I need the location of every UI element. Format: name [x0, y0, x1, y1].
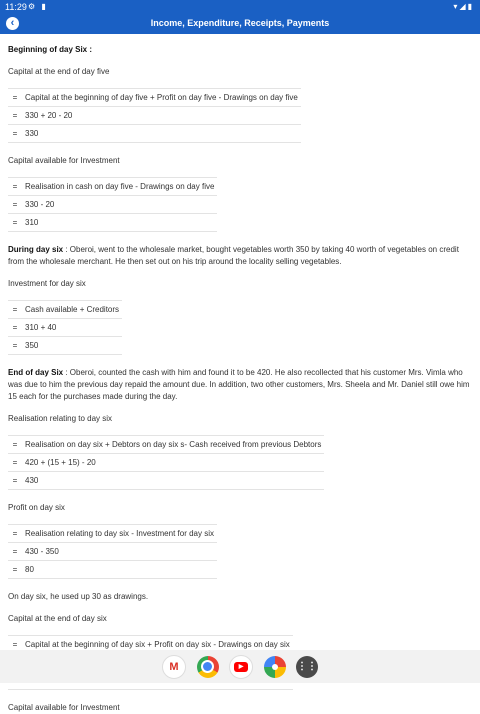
- label-capital-end-day-six: Capital at the end of day six: [8, 614, 107, 623]
- calc-expression: 430: [22, 472, 324, 490]
- label-capital-available: Capital available for Investment: [8, 156, 120, 165]
- table-row: [8, 125, 301, 143]
- label-profit-day-six: Profit on day six: [8, 503, 65, 512]
- status-time: 11:29: [5, 2, 27, 12]
- table-row: [8, 196, 217, 214]
- table-row: [8, 454, 324, 472]
- heading-beginning-day-six: Beginning of day Six :: [8, 45, 93, 54]
- calc-expression: Realisation in cash on day five - Drawings on day five: [22, 178, 217, 196]
- calc-expression: 350: [22, 337, 122, 355]
- equals-sign: =: [8, 561, 22, 579]
- app-bar: [0, 14, 480, 34]
- text-end-day-six: : Oberoi, counted the cash with him and found it to be 420. He also recollected that his customer Mrs. Vimla who was due to him the previous day repaid the amount due. In addition, two other customers, Mrs. Sheela and Mr. Daniel still owe him 15 each for the purchases made during the day.: [8, 368, 470, 401]
- chrome-icon[interactable]: [197, 656, 219, 678]
- equals-sign: =: [8, 543, 22, 561]
- calc-table: [8, 524, 217, 579]
- table-row: [8, 525, 217, 543]
- calc-table: [8, 435, 324, 490]
- equals-sign: =: [8, 89, 22, 107]
- equals-sign: =: [8, 214, 22, 232]
- status-left-icons: ⚙ ▮: [28, 2, 48, 11]
- status-bar: [0, 0, 480, 14]
- table-row: [8, 319, 122, 337]
- text-during-day-six: : Oberoi, went to the wholesale market, bought vegetables worth 350 by taking 40 worth of vegetables on credit from the wholesale merchant. He then set out on his trip around the locality selling vegetables.: [8, 245, 459, 266]
- calc-table: [8, 300, 122, 355]
- table-row: [8, 107, 301, 125]
- calc-expression: Realisation relating to day six - Investment for day six: [22, 525, 217, 543]
- taskbar: [0, 650, 480, 683]
- chevron-left-icon: ‹: [10, 17, 15, 29]
- calc-expression: Realisation on day six + Debtors on day six s- Cash received from previous Debtors: [22, 436, 324, 454]
- equals-sign: =: [8, 525, 22, 543]
- label-investment-day-six: Investment for day six: [8, 279, 86, 288]
- table-row: [8, 472, 324, 490]
- equals-sign: =: [8, 107, 22, 125]
- table-row: [8, 436, 324, 454]
- calc-expression: Capital at the beginning of day six + Profit on day six - Drawings on day six: [22, 636, 293, 654]
- equals-sign: =: [8, 454, 22, 472]
- calc-expression: 80: [22, 561, 217, 579]
- table-row: [8, 337, 122, 355]
- text-drawings-day-six: On day six, he used up 30 as drawings.: [8, 592, 149, 601]
- app-dock: [162, 654, 318, 679]
- table-row: [8, 214, 217, 232]
- calc-expression: 310: [22, 214, 217, 232]
- equals-sign: =: [8, 337, 22, 355]
- label-end-day-six: End of day Six: [8, 368, 64, 377]
- paragraph-end-day-six: [8, 367, 472, 403]
- calc-expression: 310 + 40: [22, 319, 122, 337]
- table-row: [8, 561, 217, 579]
- calc-expression: 330: [22, 125, 301, 143]
- equals-sign: =: [8, 125, 22, 143]
- paragraph-during-day-six: [8, 244, 472, 268]
- calc-table: [8, 88, 301, 143]
- calc-expression: 420 + (15 + 15) - 20: [22, 454, 324, 472]
- label-during-day-six: During day six: [8, 245, 64, 254]
- equals-sign: =: [8, 436, 22, 454]
- calc-expression: Capital at the beginning of day five + Profit on day five - Drawings on day five: [22, 89, 301, 107]
- equals-sign: =: [8, 319, 22, 337]
- calc-expression: 330 + 20 - 20: [22, 107, 301, 125]
- calc-table: [8, 177, 217, 232]
- equals-sign: =: [8, 196, 22, 214]
- calc-expression: 330 - 20: [22, 196, 217, 214]
- status-right-icons: ▾◢▮: [453, 2, 474, 11]
- youtube-icon[interactable]: ▶: [229, 655, 253, 679]
- photos-icon[interactable]: [264, 656, 286, 678]
- equals-sign: =: [8, 472, 22, 490]
- table-row: [8, 301, 122, 319]
- equals-sign: =: [8, 636, 22, 654]
- page-title: Income, Expenditure, Receipts, Payments: [150, 18, 330, 28]
- app-drawer-icon[interactable]: ⋮⋮: [296, 656, 318, 678]
- label-capital-end-day-five: Capital at the end of day five: [8, 67, 110, 76]
- equals-sign: =: [8, 301, 22, 319]
- table-row: [8, 178, 217, 196]
- label-capital-available-2: Capital available for Investment: [8, 703, 120, 712]
- calc-expression: Cash available + Creditors: [22, 301, 122, 319]
- table-row: [8, 89, 301, 107]
- content-scroll[interactable]: [0, 34, 480, 712]
- label-realisation-day-six: Realisation relating to day six: [8, 414, 113, 423]
- table-row: [8, 543, 217, 561]
- calc-expression: 430 - 350: [22, 543, 217, 561]
- equals-sign: =: [8, 178, 22, 196]
- gmail-icon[interactable]: M: [162, 655, 186, 679]
